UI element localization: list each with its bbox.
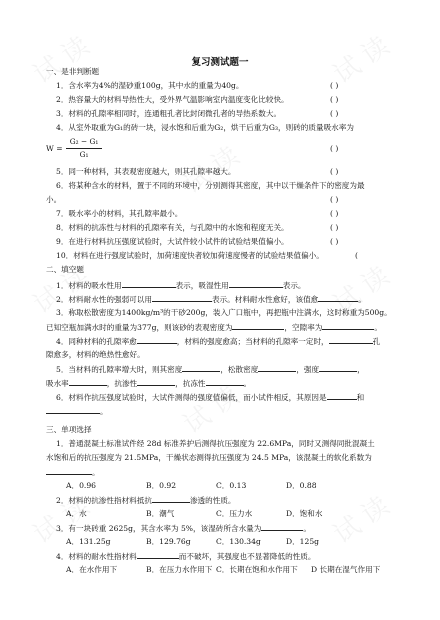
formula-numerator: G₂ − G₁ xyxy=(69,137,99,146)
choice-option[interactable]: C．130.34g xyxy=(216,537,261,546)
answer-parens: ( ) xyxy=(330,167,339,176)
fill-question: 5．当材料的孔隙率增大时，则其密度 ，松散密度 ，强度 ， xyxy=(56,365,365,374)
answer-blank[interactable] xyxy=(137,551,179,559)
choice-option[interactable]: C．长期在饱和水作用下 xyxy=(216,565,298,574)
choice-option[interactable]: A．水 xyxy=(66,509,87,518)
answer-blank[interactable] xyxy=(182,364,220,372)
page-title: 复习测试题一 xyxy=(191,57,249,68)
question-text: 8．材料的抗冻性与材料的孔隙率有关，与孔隙中的水饱和程度无关。 xyxy=(56,223,289,232)
answer-blank[interactable] xyxy=(137,378,175,386)
question-text: 9．在进行材料抗压强度试验时，大试件较小试件的试验结果值偏小。 xyxy=(56,237,289,246)
answer-parens: ( ) xyxy=(330,109,339,118)
question-text-cont: 小。 xyxy=(46,195,62,204)
fill-question-cont: 已知空瓶加满水时的重量为377g，则该砂的表观密度为 ，空隙率为 。 xyxy=(46,323,382,332)
watermark xyxy=(325,486,396,551)
choice-question: 2．材料的抗渗性指材料抵抗 渗透的性质。 xyxy=(56,496,236,505)
choice-option[interactable]: D 长期在湿气作用下 xyxy=(311,565,381,574)
choice-option[interactable]: C．压力水 xyxy=(216,509,253,518)
choice-option[interactable]: A．在水作用下 xyxy=(66,565,118,574)
answer-blank[interactable] xyxy=(229,280,283,288)
question-text: 5．同一种材料，其表观密度越大，则其孔隙率越大。 xyxy=(56,167,236,176)
question-text: 10．材料在进行强度试验时，加荷速度快者较加荷速度慢者的试验结果值偏小。 xyxy=(56,251,324,260)
question-text: 1．含水率为4%的湿砂重100g，其中水的重量为40g。 xyxy=(56,81,244,90)
section-heading: 一、是非判断题 xyxy=(46,67,100,76)
choice-question-cont: 。 xyxy=(46,467,100,478)
choice-question: 3．有一块砖重 2625g，其含水率为 5%，该湿砖所含水量为 。 xyxy=(56,524,311,533)
choice-option[interactable]: A．131.25g xyxy=(66,537,111,546)
answer-blank[interactable] xyxy=(46,406,100,414)
answer-blank[interactable] xyxy=(327,392,357,400)
answer-blank[interactable] xyxy=(69,378,107,386)
answer-paren-open: ( xyxy=(355,251,358,260)
answer-blank[interactable] xyxy=(319,364,357,372)
choice-option[interactable]: A．0.96 xyxy=(66,481,96,490)
fill-question: 3．称取松散密度为1400kg/m³的干砂200g，装入广口瓶中，再把瓶中注满水，这时称重为500g。 xyxy=(56,308,392,317)
answer-parens: ( ) xyxy=(330,81,339,90)
answer-parens: ( ) xyxy=(330,209,339,218)
question-text: 6．将某种含水的材料，置于不同的环境中，分别测得其密度，其中以干燥条件下的密度为最 xyxy=(56,181,365,190)
answer-blank[interactable] xyxy=(261,523,303,531)
choice-option[interactable]: B．潮气 xyxy=(146,509,175,518)
choice-option[interactable]: B．129.76g xyxy=(146,537,191,546)
answer-parens: ( ) xyxy=(330,144,339,153)
choice-option[interactable]: D．0.88 xyxy=(286,481,317,490)
answer-parens: ( ) xyxy=(330,237,339,246)
answer-parens: ( ) xyxy=(330,95,339,104)
fill-question: 2．材料耐水性的强弱可以用 表示。材料耐水性愈好，该值愈 。 xyxy=(56,295,366,304)
fill-question: 1．材料的吸水性用 表示，吸湿性用 表示。 xyxy=(56,281,306,290)
question-text: 4．从室外取重为G₁的砖一块，浸水饱和后重为G₂，烘干后重为G₃，则砖的质量吸水率为 xyxy=(56,123,354,132)
answer-blank[interactable] xyxy=(137,336,177,344)
formula-denominator: G₁ xyxy=(79,150,89,159)
answer-blank[interactable] xyxy=(329,336,373,344)
choice-option[interactable]: B．0.92 xyxy=(146,481,177,490)
section-heading: 二、填空题 xyxy=(46,265,84,274)
answer-blank[interactable] xyxy=(206,378,244,386)
answer-blank[interactable] xyxy=(122,280,176,288)
choice-question: 1．普通混凝土标准试件经 28d 标准养护后测得抗压强度为 22.6MPa，同时又测得同批混凝土 xyxy=(56,439,375,448)
section-heading: 三、单项选择 xyxy=(46,425,92,434)
choice-option[interactable]: D．125g xyxy=(286,537,320,546)
answer-blank[interactable] xyxy=(152,495,190,503)
answer-blank[interactable] xyxy=(318,294,358,302)
fill-question-cont: 吸水率 ，抗渗性 ，抗冻性 。 xyxy=(46,379,252,388)
answer-blank[interactable] xyxy=(322,322,374,330)
question-text: 7．吸水率小的材料，其孔隙率最小。 xyxy=(56,209,183,218)
answer-parens: ( ) xyxy=(330,223,339,232)
answer-blank[interactable] xyxy=(152,294,212,302)
fill-question: 6．材料作抗压强度试验时，大试件测得的强度值偏低，而小试件相反，其原因是 和 xyxy=(56,393,365,402)
fill-question: 4．同种材料的孔隙率愈 ，材料的强度愈高；当材料的孔隙率一定时， 孔 xyxy=(56,337,381,346)
choice-option[interactable]: D．饱和水 xyxy=(286,509,323,518)
choice-question-cont: 水饱和后的抗压强度为 21.5MPa，干燥状态测得抗压强度为 24.5 MPa，该混凝土的软化系数为 xyxy=(46,453,372,462)
answer-blank[interactable] xyxy=(46,467,92,475)
question-text: 2．热容量大的材料导热性大，受外界气温影响室内温度变化比较快。 xyxy=(56,95,289,104)
formula-fraction xyxy=(66,137,102,161)
fill-question-cont: 。 xyxy=(46,406,108,417)
choice-option[interactable]: C．0.13 xyxy=(216,481,247,490)
question-text: 3．材料的孔隙率相同时，连通粗孔者比封闭微孔者的导热系数大。 xyxy=(56,109,282,118)
answer-blank[interactable] xyxy=(258,364,296,372)
formula-lhs: W = xyxy=(46,144,63,153)
fraction-bar xyxy=(66,148,102,149)
fill-question-cont: 隙愈多，材料的绝热性愈好。 xyxy=(46,350,145,359)
answer-blank[interactable] xyxy=(232,322,284,330)
choice-option[interactable]: B．在压力水作用下 xyxy=(146,565,213,574)
answer-parens: ( ) xyxy=(330,195,339,204)
choice-question: 4．材料的耐水性指材料 而不破坏，其强度也不显著降低的性质。 xyxy=(56,552,316,561)
